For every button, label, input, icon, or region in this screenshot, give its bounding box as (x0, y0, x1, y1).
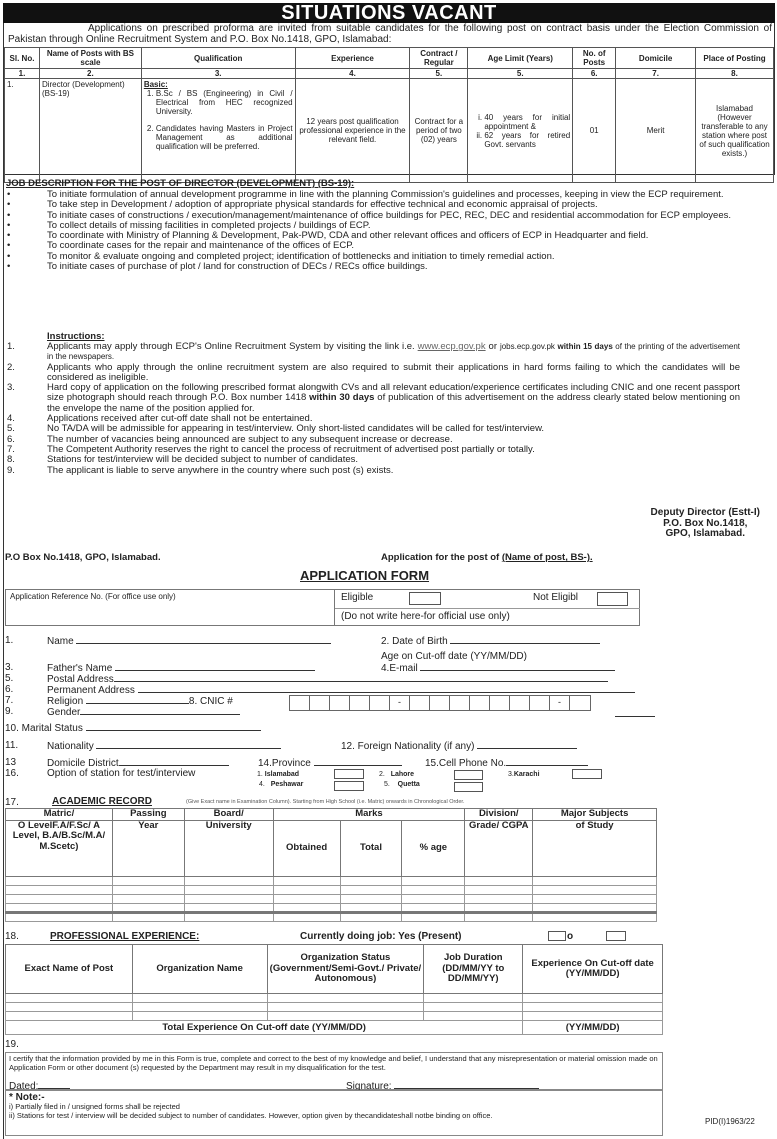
station-name: Islamabad (264, 771, 300, 778)
cnic-label: 8. CNIC # (188, 696, 233, 707)
total-row (6, 1021, 663, 1035)
note-item: ii) Stations for test / interview will be decided subject to number of candidates. However, option given by thecandidateshall notbe binding on office. (9, 1110, 493, 1120)
item-text: Applicants who apply through the online recruitment system are also required to submit their applications in hard forms failing to which the candidates will be considered as ineligible. (47, 361, 740, 383)
contract-cell: Contract for a period of two (02) years (410, 79, 468, 183)
dob-field[interactable] (381, 635, 600, 647)
marital-label: 10. Marital Status (5, 723, 83, 734)
item-number: 4. (7, 413, 15, 425)
qualification-heading: Basic: (143, 80, 168, 89)
bullet-icon: • (7, 209, 11, 221)
item-text: To initiate formulation of annual development programme in line with the planning Commission's guidelines and processes, keeping in view the ECP requirement. (47, 189, 724, 200)
item-text: To take step in Development / adoption of appropriate physical standards for effective technical and economic appraisal of projects. (47, 199, 598, 211)
field-number: 1. (5, 635, 14, 646)
item-text: To coordinate cases for the repair and maintenance of the offices of ECP. (47, 240, 355, 252)
cnic-input[interactable] (289, 695, 591, 711)
field-number: 3. (5, 662, 14, 673)
table-row[interactable] (6, 994, 663, 1003)
field-number: 7. (5, 695, 14, 706)
professional-experience-table (5, 944, 663, 1035)
cnic-separator: - (390, 696, 410, 710)
posts-cell: 01 (573, 79, 616, 183)
item-text: Applicants may apply through ECP's Online Recruitment System by visiting the link i.e. (47, 341, 418, 352)
marital-status-field[interactable] (5, 722, 261, 734)
item-text: Hard copy of application on the following prescribed format alongwith CVs and all relevant education/experience certificates including CNIC and one recent passport size photograph should reach through P.O. Box number 1418 (47, 382, 740, 404)
field-number: 13 (5, 757, 17, 768)
age-item: ii. 62 years for retired Govt. servants (484, 131, 570, 149)
col-header: Obtained (273, 820, 340, 876)
islamabad-checkbox[interactable] (334, 769, 364, 779)
col-number: 2. (39, 69, 141, 79)
cell-label: 15.Cell Phone No. (425, 758, 507, 769)
province-field[interactable] (258, 757, 402, 769)
province-label: 14.Province (258, 758, 311, 769)
age-label: Age on Cut-off date (YY/MM/DD) (381, 651, 527, 662)
no-checkbox[interactable] (606, 931, 626, 941)
intro-text: Applications on prescribed proforma are invited from suitable candidates for the following post on contract basis under the Election Commission of Pakistan through Online Recruitment System and P.O. Box No.1418, GPO, Islamabad: (8, 23, 772, 45)
age-item: i. 40 years for initial appointment & (484, 113, 570, 131)
station-lahore[interactable] (379, 771, 414, 778)
lahore-checkbox[interactable] (454, 770, 483, 780)
item-text: To coordinate with Ministry of Planning & Development, Pak-PWD, CDA and other relevant offices and officers of ECP in Headquarter and field. (47, 230, 649, 242)
quetta-checkbox[interactable] (454, 782, 483, 792)
dated-label: Dated: (9, 1081, 39, 1092)
station-number: 2. (379, 771, 385, 778)
field-number: 5. (5, 673, 14, 684)
academic-note: (Give Exact name in Examination Column). Starting from High School (i.e. Matric) onwards in Chronological Order. (186, 799, 465, 805)
bullet-icon: • (7, 199, 11, 211)
col-header: Experience (295, 48, 410, 69)
age-limit-cell (468, 79, 573, 183)
item-text: The applicant is liable to serve anywhere in the country where such post (s) exists. (47, 464, 394, 476)
name-field[interactable] (47, 635, 331, 647)
job-description-list (5, 190, 735, 272)
item-text: Stations for test/interview will be decided subject to number of candidates. (47, 454, 359, 466)
col-header: Name of Posts with BS scale (39, 48, 141, 69)
col-header: Age Limit (Years) (468, 48, 573, 69)
gender-field[interactable] (47, 706, 240, 718)
ecp-link[interactable]: www.ecp.gov.pk (417, 341, 486, 352)
eligible-checkbox[interactable] (409, 592, 441, 605)
section-number: 18. (5, 931, 19, 942)
item-text: Applications received after cut-off date shall not be entertained. (47, 413, 313, 425)
item-number: 5. (7, 423, 15, 435)
table-row (5, 79, 774, 183)
address-line: GPO, Islamabad. (665, 528, 746, 539)
application-for-label: Application for the post of (381, 552, 502, 563)
note-heading: * Note:- (9, 1092, 45, 1103)
jobs-link[interactable]: jobs.ecp.gov.pk (499, 342, 558, 351)
permanent-label: Permanent Address (47, 685, 135, 696)
item-text: To initiate cases of constructions / execution/management/maintenance of office buildings for PEC, REC, DEC and residential accommodation for ECP employees. (47, 209, 731, 221)
divider (335, 608, 640, 609)
not-eligible-label: Not Eligibl (533, 592, 579, 603)
col-header: Passing (112, 809, 184, 821)
page-title: SITUATIONS VACANT (3, 3, 775, 23)
col-header: Sl. No. (5, 48, 40, 69)
item-text: To collect details of missing facilities in completed projects / buildings of ECP. (47, 219, 371, 231)
table-row[interactable] (6, 894, 657, 903)
table-row[interactable] (6, 912, 657, 921)
col-header: of Study (533, 820, 657, 876)
col-header: Board/ (184, 809, 273, 821)
not-eligible-checkbox[interactable] (597, 592, 628, 606)
signature-label: Signature: (346, 1081, 392, 1092)
mailing-address (651, 508, 760, 540)
list-item (5, 363, 740, 384)
bullet-icon: • (7, 230, 11, 242)
job-description-heading: JOB DESCRIPTION FOR THE POST OF DIRECTOR (DEVELOPMENT) (BS-19): (6, 178, 355, 189)
academic-record-heading: ACADEMIC RECORD (52, 796, 152, 807)
col-header: Major Subjects (533, 809, 657, 821)
col-number: 3. (141, 69, 295, 79)
nationality-field[interactable] (47, 740, 281, 752)
col-header: Year (112, 820, 184, 876)
item-number: 2. (7, 361, 15, 373)
official-use-note: (Do not write here-for official use only) (341, 611, 510, 622)
email-label: 4.E-mail (381, 663, 418, 674)
col-header: Exact Name of Post (6, 945, 133, 994)
qualification-item: 1. B.Sc / BS (Engineering) in Civil / Electrical from HEC recognized University. (156, 89, 293, 116)
domicile-label: Domicile District (47, 758, 119, 769)
karachi-checkbox[interactable] (572, 769, 602, 779)
postal-label: Postal Address (47, 674, 114, 685)
certification-box (5, 1052, 663, 1090)
list-item (5, 262, 735, 272)
col-header: Contract / Regular (410, 48, 468, 69)
eligible-label: Eligible (341, 592, 374, 603)
instructions-list (5, 342, 740, 476)
nationality-label: Nationality (47, 741, 94, 752)
item-number: 6. (7, 433, 15, 445)
list-item (5, 466, 740, 476)
vacancy-table (4, 47, 774, 183)
station-peshawar[interactable] (259, 781, 303, 788)
station-number: 4. (259, 781, 265, 788)
religion-label: Religion (47, 696, 84, 707)
domicile-cell: Merit (616, 79, 696, 183)
cnic-separator: - (550, 696, 570, 710)
table-row[interactable] (6, 1003, 663, 1012)
deadline-text: within 15 days (557, 342, 613, 351)
bullet-icon: • (7, 261, 11, 273)
address-line: Deputy Director (Estt-I) (650, 507, 760, 518)
col-header: Place of Posting (696, 48, 774, 69)
station-name: Quetta (397, 781, 420, 788)
academic-record-table (5, 808, 657, 922)
yes-checkbox[interactable] (548, 931, 566, 941)
dob-label: 2. Date of Birth (381, 636, 448, 647)
col-header: No. of Posts (573, 48, 616, 69)
bullet-icon: • (7, 240, 11, 252)
item-text: The number of vacancies being announced are subject to any subsequent increase or decrease. (47, 433, 453, 445)
item-text: To initiate cases of purchase of plot / land for construction of DECs / RECs office buildings. (47, 261, 428, 273)
experience-cell: 12 years post qualification professional experience in the relevant field. (295, 79, 410, 183)
publication-id: PID(I)1963/22 (705, 1117, 755, 1126)
section-number: 19. (5, 1039, 19, 1050)
field-number: 11. (5, 740, 19, 751)
posting-cell: Islamabad (However transferable to any station where post of such qualification exists.) (696, 79, 774, 183)
field-number: 9. (5, 706, 14, 717)
item-number: 8. (7, 454, 15, 466)
col-number: 1. (5, 69, 40, 79)
item-number: 1. (7, 341, 15, 352)
section-number: 17. (5, 797, 19, 808)
station-name: Peshawar (270, 781, 304, 788)
application-form-title: APPLICATION FORM (300, 568, 430, 583)
col-number: 5. (410, 69, 468, 79)
list-item (5, 342, 740, 363)
station-option-label: Option of station for test/interview (47, 768, 196, 779)
address-line: P.O. Box No.1418, (663, 517, 748, 529)
table-header-row (5, 48, 774, 69)
no-label: o (567, 931, 574, 942)
item-text: of the printing of the advertisement in the newspapers. (47, 342, 741, 362)
peshawar-checkbox[interactable] (334, 781, 364, 791)
col-header: Grade/ CGPA (465, 820, 533, 876)
col-header: Division/ (465, 809, 533, 821)
office-use-box (5, 589, 640, 626)
table-row[interactable] (6, 876, 657, 885)
col-header: Experience On Cut-off date (YY/MM/DD) (523, 945, 663, 994)
col-header: Job Duration (DD/MM/YY to DD/MM/YY) (424, 945, 523, 994)
table-row[interactable] (6, 1012, 663, 1021)
col-number: 4. (295, 69, 410, 79)
bullet-icon: • (7, 250, 11, 262)
field-number: 6. (5, 684, 14, 695)
certification-text: I certify that the information provided by me in this Form is true, complete and correct to the best of my knowledge and belief, I understand that any misrepresentation or material omission made on Application Form or other document (s) requested by the Department may result in my disqualification for the test. (9, 1054, 658, 1072)
post-name-placeholder: (Name of post, BS-). (501, 552, 593, 563)
cell-phone-field[interactable] (425, 757, 588, 769)
col-header: University (184, 820, 273, 876)
item-number: 9. (7, 464, 15, 476)
item-number: 7. (7, 443, 15, 455)
station-number: 5. (384, 781, 390, 788)
item-number: 3. (7, 382, 15, 394)
col-header: Domicile (616, 48, 696, 69)
total-value[interactable]: (YY/MM/DD) (523, 1021, 663, 1035)
current-job-label: Currently doing job: Yes (Present) (300, 931, 462, 942)
name-label: Name (47, 636, 74, 647)
item-text: To monitor & evaluate ongoing and completed project; identification of bottlenecks and initiation to timely remedial action. (47, 250, 555, 262)
instructions-heading: Instructions: (47, 331, 105, 342)
col-number: 7. (616, 69, 696, 79)
application-for-line (381, 552, 593, 563)
qualification-cell (141, 79, 295, 183)
blank-line (615, 716, 655, 717)
table-row[interactable] (6, 885, 657, 894)
foreign-nationality-field[interactable] (341, 740, 577, 752)
station-number: 1. (257, 771, 263, 778)
professional-experience-heading: PROFESSIONAL EXPERIENCE: (50, 931, 200, 942)
total-label: Total Experience On Cut-off date (YY/MM/DD) (6, 1021, 523, 1035)
station-number: 3. (508, 771, 514, 778)
gender-label: Gender (47, 707, 81, 718)
station-karachi[interactable] (508, 771, 540, 778)
col-header: Matric/ (6, 809, 113, 821)
bullet-icon: • (7, 189, 11, 200)
table-row[interactable] (6, 903, 657, 912)
po-box-line: P.O Box No.1418, GPO, Islamabad. (5, 552, 161, 563)
station-quetta[interactable] (384, 781, 420, 788)
col-header: Total (340, 820, 402, 876)
qualification-item: 2. Candidates having Masters in Project Management as additional qualification will be preferred. (156, 124, 293, 151)
father-label: Father's Name (47, 663, 113, 674)
col-number: 5. (468, 69, 573, 79)
station-islamabad[interactable] (257, 771, 299, 778)
col-header: Organization Status (Government/Semi-Govt./ Private/ Autonomous) (267, 945, 424, 994)
item-text: or (485, 341, 500, 352)
deadline-text: within 30 days (309, 392, 375, 404)
col-header: % age (402, 820, 465, 876)
bullet-icon: • (7, 219, 11, 231)
note-box (5, 1090, 663, 1136)
reference-label: Application Reference No. (For office use only) (10, 592, 176, 601)
list-item (5, 383, 740, 414)
station-name: Karachi (513, 771, 540, 778)
col-number: 6. (573, 69, 616, 79)
col-header: Marks (273, 809, 465, 821)
col-header: Organization Name (132, 945, 267, 994)
col-header: Qualification (141, 48, 295, 69)
column-number-row (5, 69, 774, 79)
foreign-label: 12. Foreign Nationality (if any) (341, 741, 475, 752)
item-text: of publication of this advertisement on the address clearly stated below mentioning on the envelope the name of the position applied for. (47, 392, 740, 414)
post-cell: Director (Development) (BS-19) (39, 79, 141, 183)
col-number: 8. (696, 69, 774, 79)
item-text: No TA/DA will be admissible for appearing in test/interview. Only short-listed candidates will be called for test/interview. (47, 423, 545, 435)
item-text: The Competent Authority reserves the right to cancel the process of recruitment of advertised post partially or totally. (47, 443, 535, 455)
field-number: 16. (5, 768, 19, 779)
note-item: i) Partially filed in / unsigned forms shall be rejected (9, 1102, 180, 1111)
col-header: O LevelF.A/F.Sc/ A Level, B.A/B.Sc/M.A/ M.Scetc) (6, 820, 113, 876)
serial-cell: 1. (5, 79, 40, 183)
station-name: Lahore (390, 771, 415, 778)
